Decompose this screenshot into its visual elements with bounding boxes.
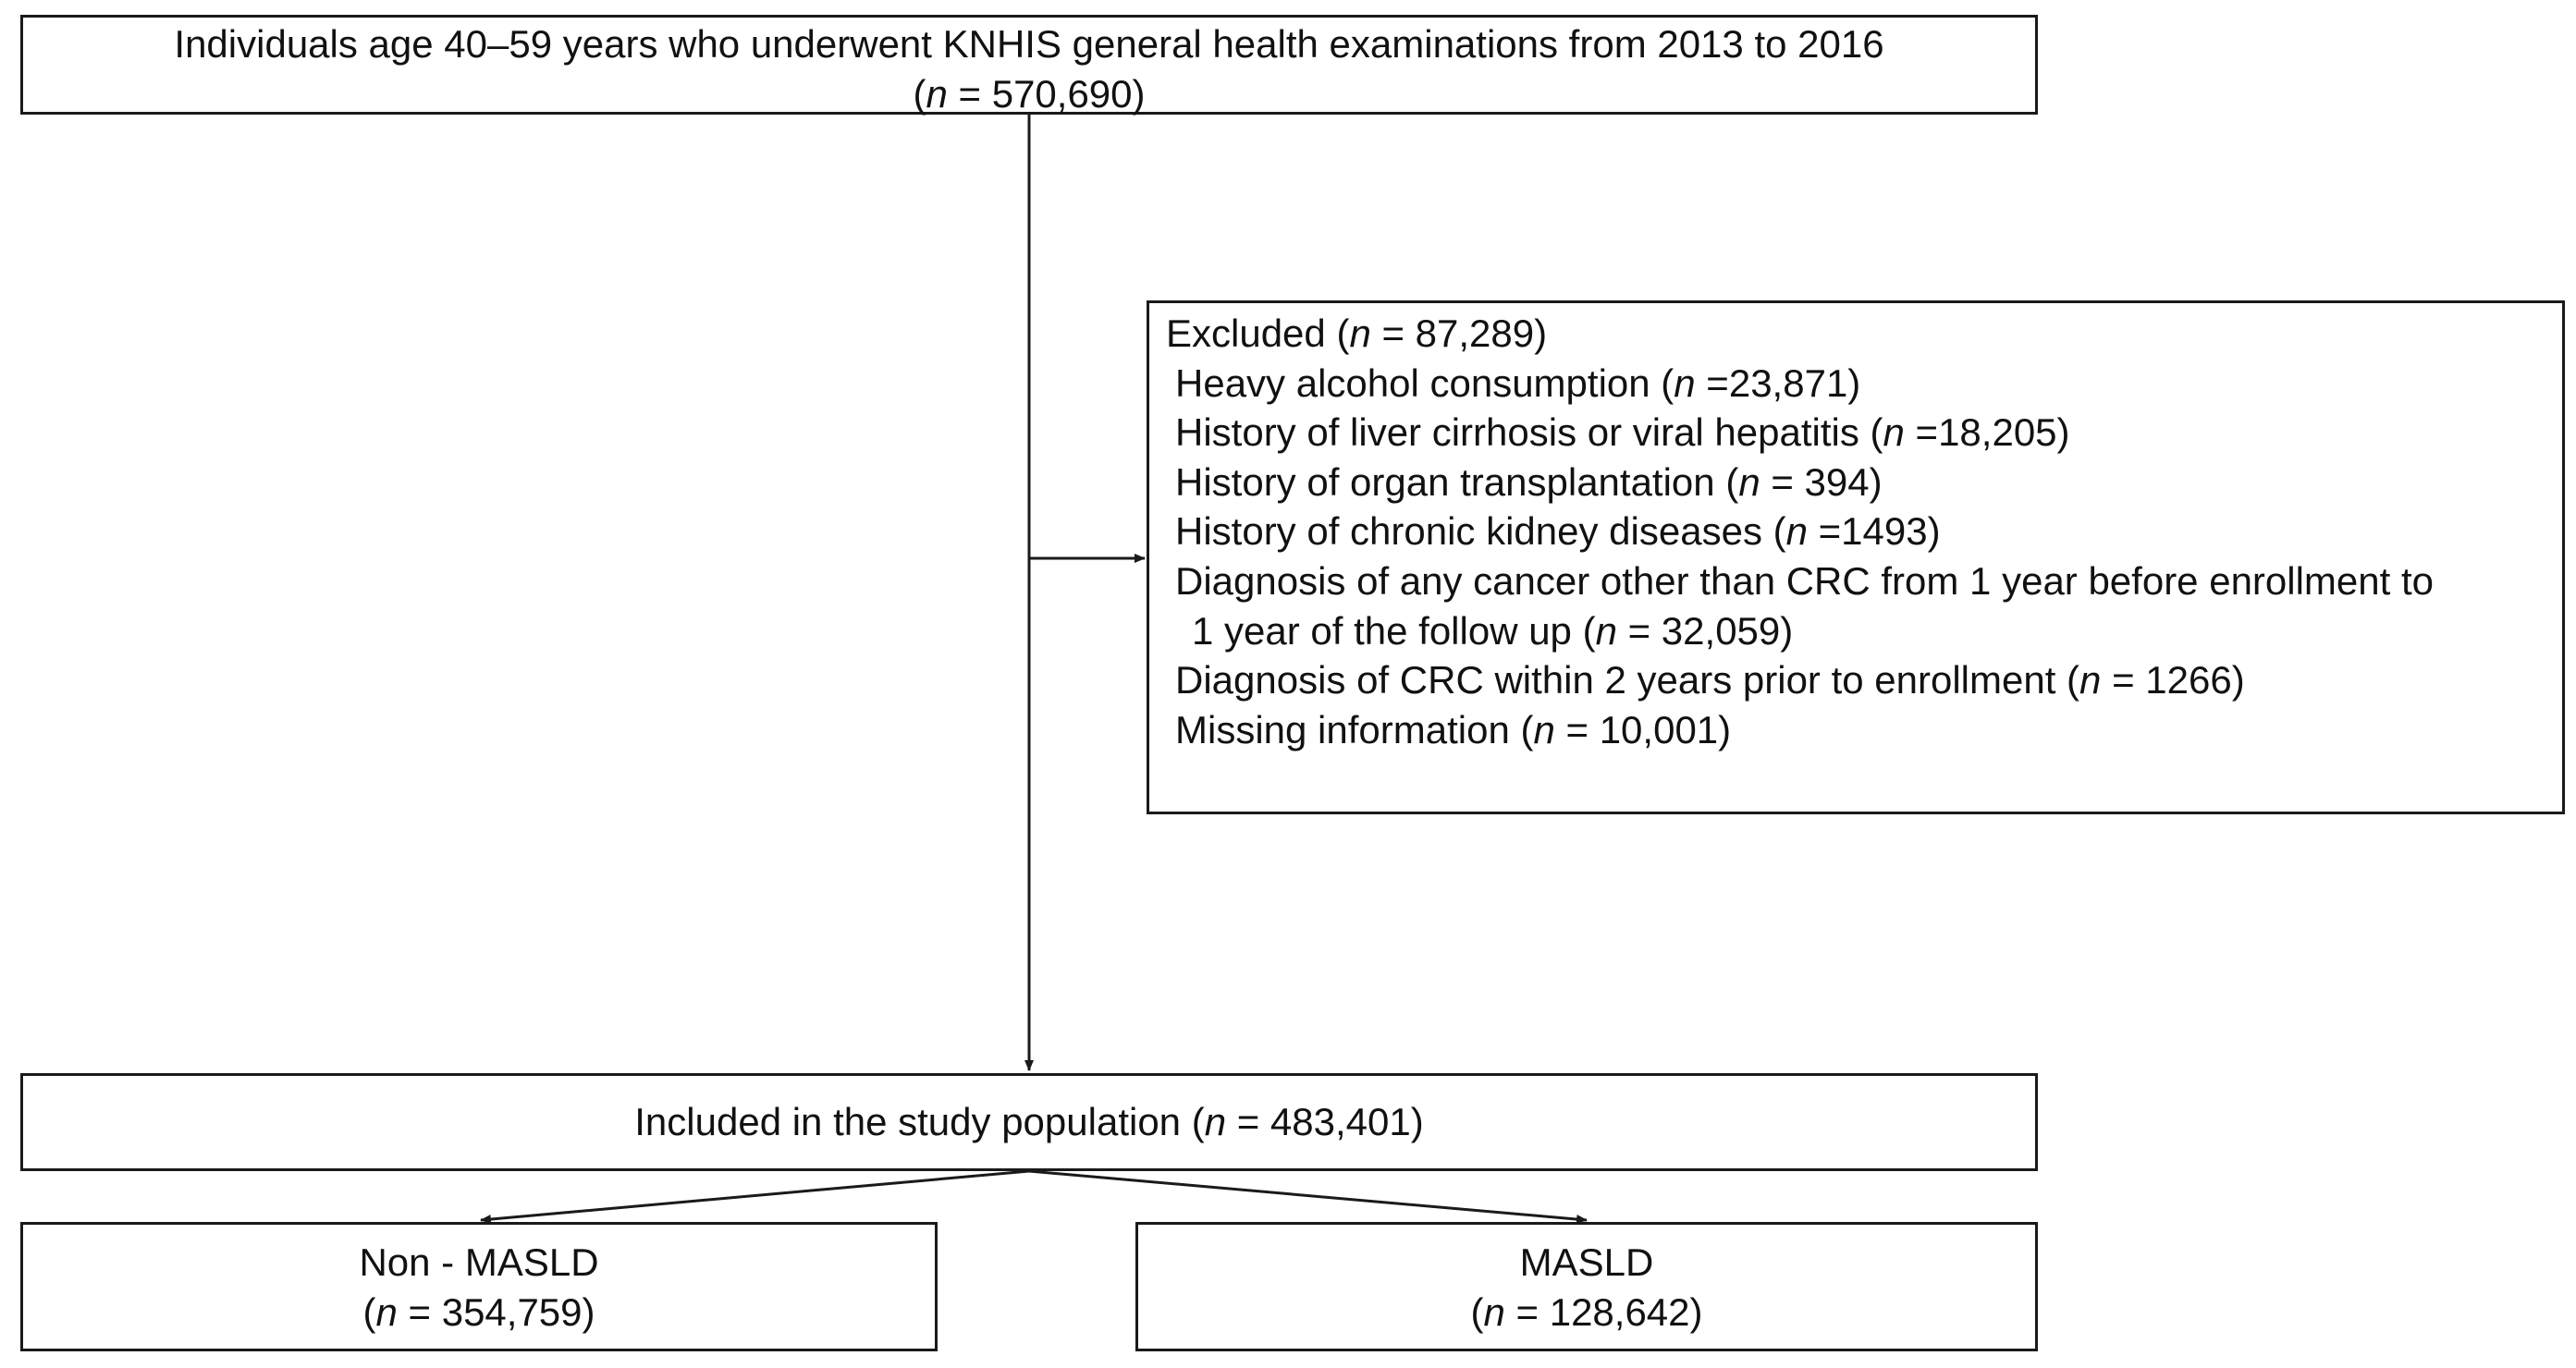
non-masld-count: (n = 354,759)	[362, 1290, 595, 1334]
excluded-box	[1147, 300, 2565, 814]
masld-box	[1135, 1222, 2038, 1351]
source-population-label: Individuals age 40–59 years who underwent KNHIS general health examinations from 2013 to 2016	[174, 22, 1884, 66]
source-population-box	[20, 15, 2038, 115]
split-arrow-non-masld	[481, 1171, 1029, 1220]
split-arrow-masld	[1029, 1171, 1587, 1220]
non-masld-box	[20, 1222, 938, 1351]
non-masld-label: Non - MASLD	[359, 1240, 599, 1284]
masld-count: (n = 128,642)	[1470, 1290, 1703, 1334]
source-population-count: (n = 570,690)	[913, 72, 1146, 116]
included-population-label: Included in the study population (n = 483,401)	[634, 1100, 1424, 1143]
exclusion-item: History of organ transplantation (n = 394)	[1175, 459, 1883, 504]
exclusion-item: History of liver cirrhosis or viral hepatitis (n =18,205)	[1175, 410, 2070, 455]
exclusion-item: Missing information (n = 10,001)	[1175, 707, 1732, 751]
exclusion-item: Diagnosis of any cancer other than CRC from 1 year before enrollment to	[1175, 558, 2435, 603]
masld-label: MASLD	[1519, 1240, 1654, 1284]
exclusion-item: Heavy alcohol consumption (n =23,871)	[1175, 360, 1861, 405]
excluded-title: Excluded (n = 87,289)	[1166, 311, 1548, 355]
exclusion-item-continued: 1 year of the follow up (n = 32,059)	[1192, 608, 1794, 653]
exclusion-item: Diagnosis of CRC within 2 years prior to enrollment (n = 1266)	[1175, 658, 2245, 702]
exclusion-item: History of chronic kidney diseases (n =1493)	[1175, 509, 1941, 554]
included-population-box	[20, 1073, 2038, 1171]
